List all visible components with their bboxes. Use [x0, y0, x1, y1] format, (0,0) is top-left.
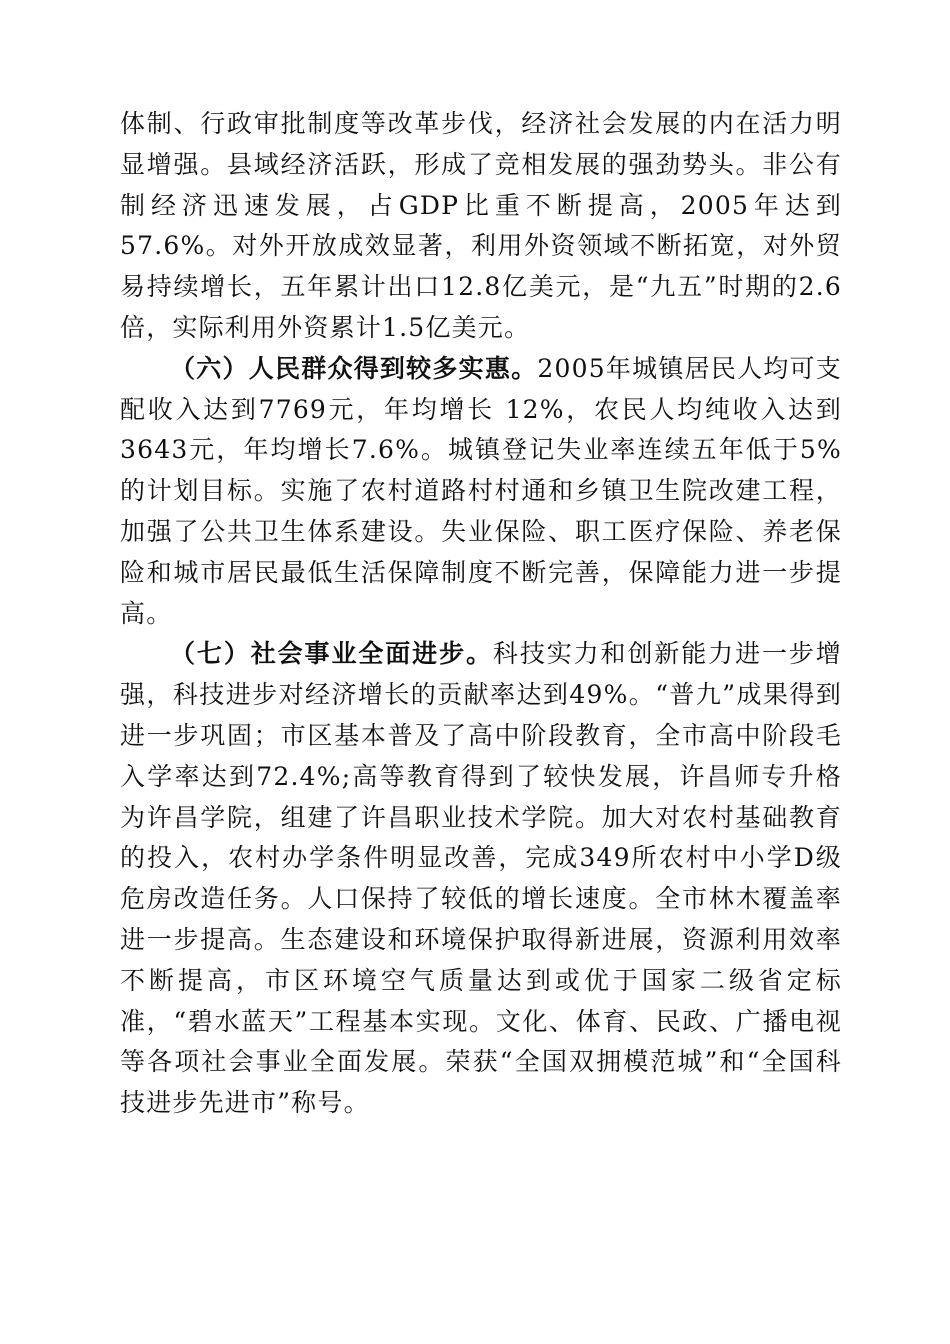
paragraph-social-progress: [120, 634, 842, 1124]
paragraph-text: 2005年城镇居民人均可支配收入达到7769元，年均增长 12%，农民人均纯收入达到3643元，年均增长7.6%。城镇登记失业率连续五年低于5%的计划目标。实施了农村道路村村通和乡镇卫生院改建工程，加强了公共卫生体系建设。失业保险、职工医疗保险、养老保险和城市居民最低生活保障制度不断完善，保障能力进一步提高。: [120, 353, 842, 628]
paragraph-text: 科技实力和创新能力进一步增强，科技进步对经济增长的贡献率达到49%。“普九”成果得到进一步巩固；市区基本普及了高中阶段教育，全市高中阶段毛入学率达到72.4%;高等教育得到了较快发展，许昌师专升格为许昌学院，组建了许昌职业技术学院。加大对农村基础教育的投入，农村办学条件明显改善，完成349所农村中小学D级危房改造任务。人口保持了较低的增长速度。全市林木覆盖率进一步提高。生态建设和环境保护取得新进展，资源利用效率不断提高，市区环境空气质量达到或优于国家二级省定标准，“碧水蓝天”工程基本实现。文化、体育、民政、广播电视等各项社会事业全面发展。荣获“全国双拥模范城”和“全国科技进步先进市”称号。: [120, 639, 842, 1118]
document-body: [120, 104, 842, 1124]
paragraph-people-benefits: [120, 349, 842, 635]
section-heading-seven: （七）社会事业全面进步。: [170, 639, 493, 669]
paragraph-reform-and-opening: [120, 104, 842, 349]
section-heading-six: （六）人民群众得到较多实惠。: [170, 353, 538, 383]
paragraph-text: 体制、行政审批制度等改革步伐，经济社会发展的内在活力明显增强。县域经济活跃，形成了竞相发展的强劲势头。非公有制经济迅速发展，占GDP比重不断提高，2005年达到57.6%。对外开放成效显著，利用外资领域不断拓宽，对外贸易持续增长，五年累计出口12.8亿美元，是“九五”时期的2.6倍，实际利用外资累计1.5亿美元。: [120, 109, 842, 342]
